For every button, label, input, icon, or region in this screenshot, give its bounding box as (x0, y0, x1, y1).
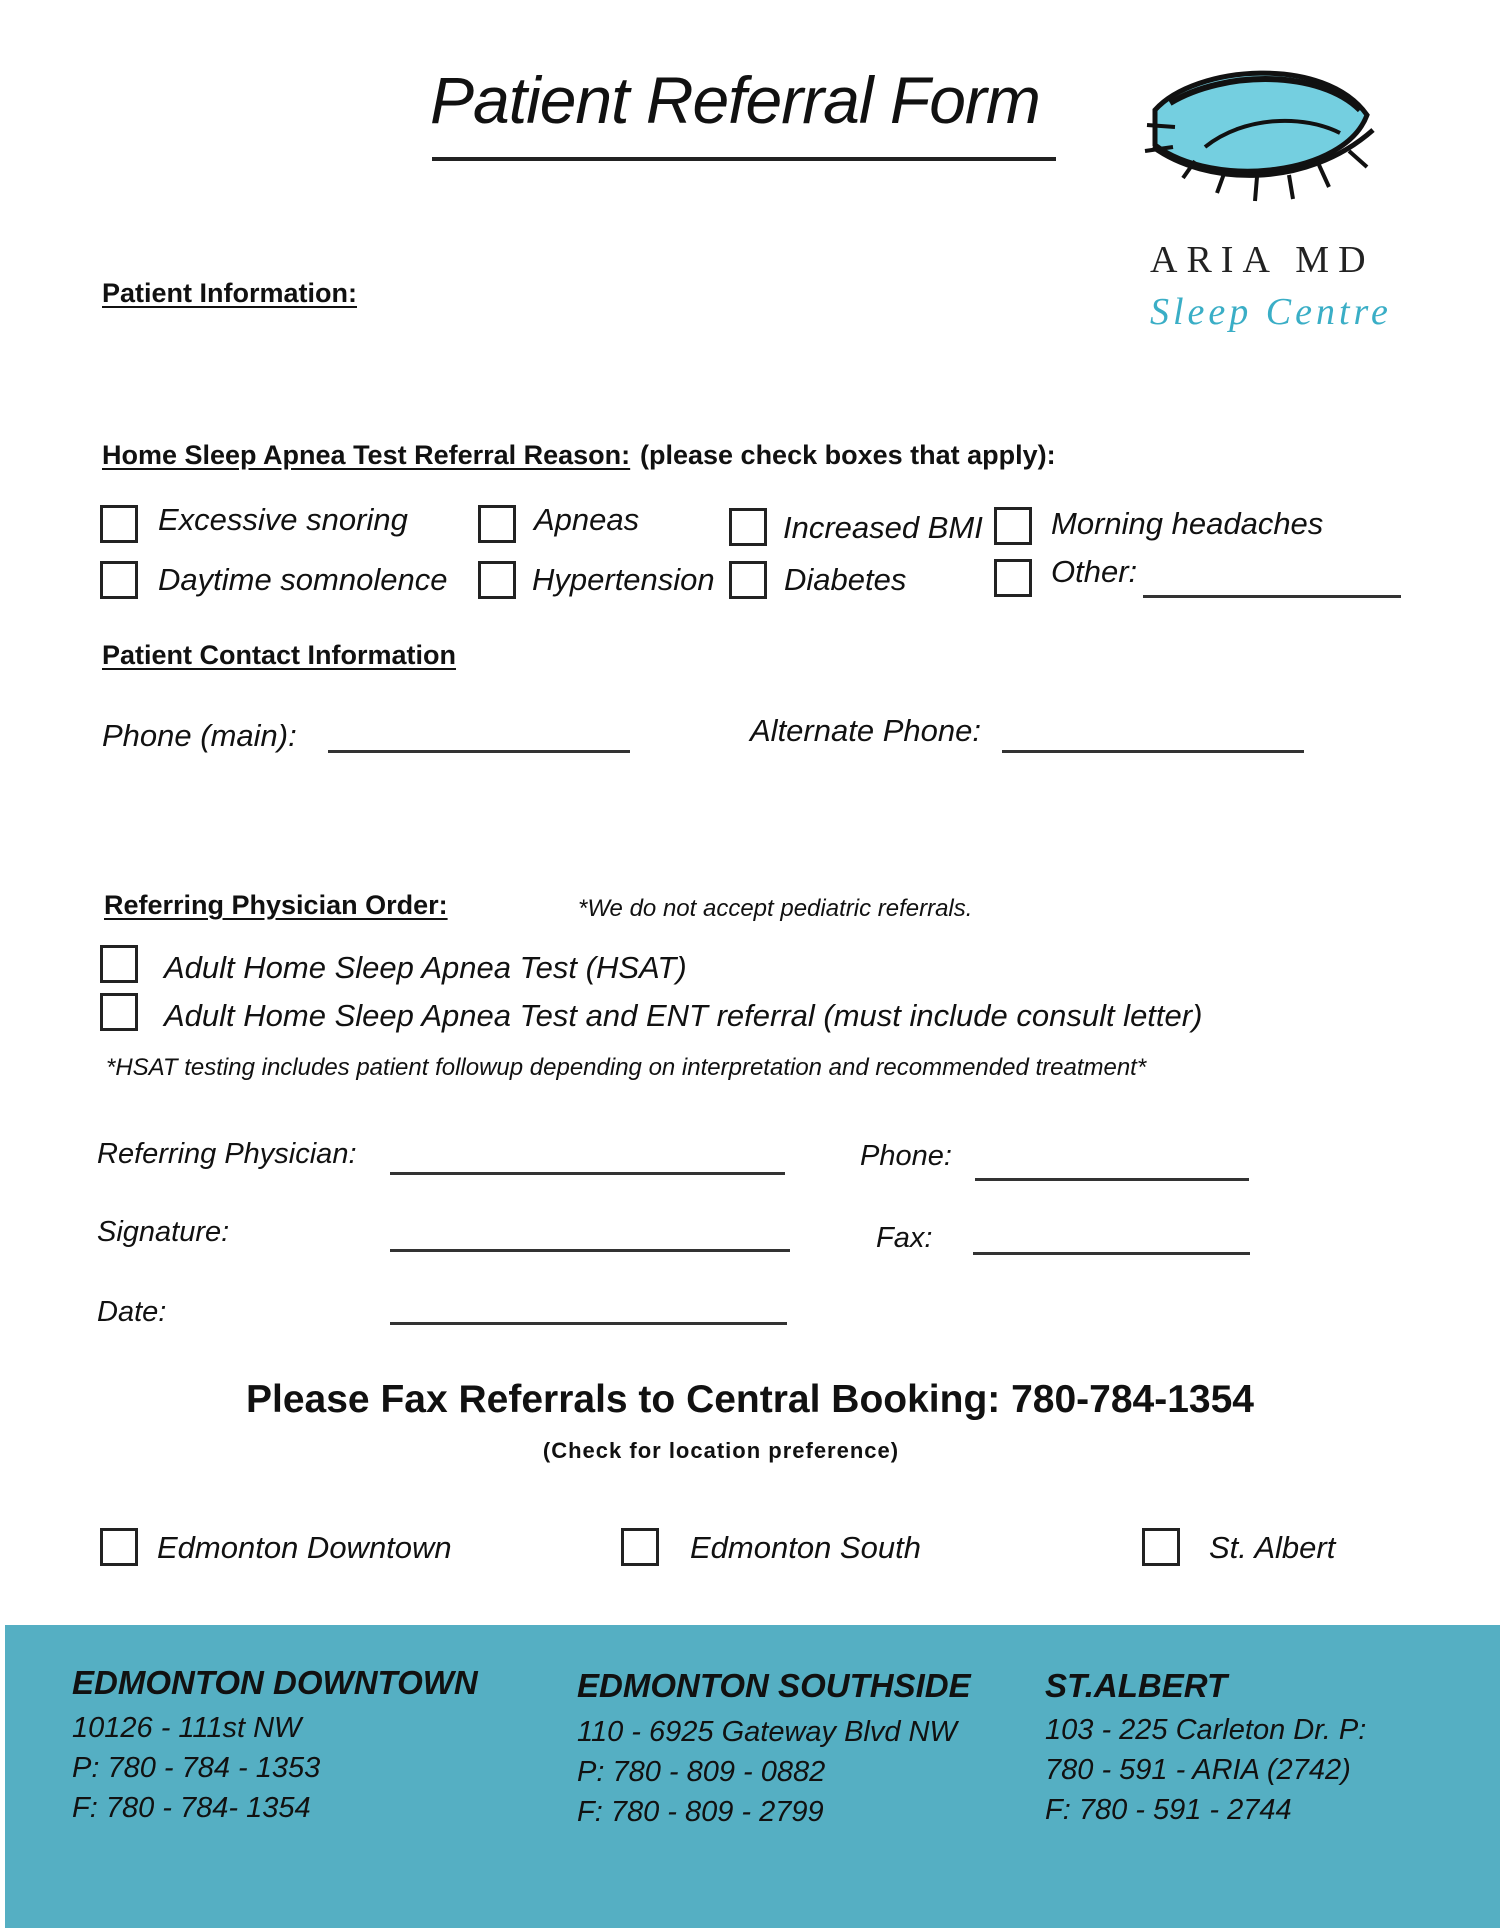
alt-phone-field[interactable] (1002, 750, 1304, 753)
brand-name: ARIA MD (1150, 239, 1375, 281)
form-title: Patient Referral Form (430, 63, 1040, 137)
eye-logo-icon (1135, 55, 1385, 205)
option-adult-hsat-ent: Adult Home Sleep Apnea Test and ENT referral (must include consult letter) (164, 998, 1203, 1033)
checkbox-excessive-snoring[interactable] (100, 505, 138, 543)
fax-field[interactable] (973, 1252, 1250, 1255)
patient-info-heading: Patient Information: (102, 278, 357, 308)
option-other: Other: (1051, 554, 1138, 589)
footer-stalbert-fax: F: 780 - 591 - 2744 (1045, 1794, 1292, 1826)
pediatric-note: *We do not accept pediatric referrals. (578, 895, 973, 922)
option-apneas: Apneas (534, 502, 640, 537)
checkbox-apneas[interactable] (478, 505, 516, 543)
option-increased-bmi: Increased BMI (783, 510, 983, 545)
contact-heading: Patient Contact Information (102, 640, 457, 670)
checkbox-st-albert[interactable] (1142, 1528, 1180, 1566)
footer-stalbert-address: 103 - 225 Carleton Dr. P: (1045, 1714, 1367, 1746)
referring-physician-field[interactable] (390, 1172, 785, 1175)
footer-southside-address: 110 - 6925 Gateway Blvd NW (577, 1716, 957, 1748)
option-diabetes: Diabetes (784, 562, 907, 597)
footer-downtown-address: 10126 - 111st NW (72, 1712, 302, 1744)
physician-phone-field[interactable] (975, 1178, 1249, 1181)
checkbox-hypertension[interactable] (478, 561, 516, 599)
footer-downtown-fax: F: 780 - 784- 1354 (72, 1792, 311, 1824)
date-label: Date: (97, 1296, 167, 1328)
signature-field[interactable] (390, 1249, 790, 1252)
fax-label: Fax: (876, 1222, 933, 1254)
signature-label: Signature: (97, 1216, 230, 1248)
checkbox-other[interactable] (994, 559, 1032, 597)
checkbox-daytime-somnolence[interactable] (100, 561, 138, 599)
phone-main-label: Phone (main): (102, 718, 297, 753)
checkbox-edmonton-south[interactable] (621, 1528, 659, 1566)
option-excessive-snoring: Excessive snoring (158, 502, 408, 537)
alt-phone-label: Alternate Phone: (750, 713, 981, 748)
other-reason-line[interactable] (1143, 595, 1401, 598)
checkbox-diabetes[interactable] (729, 561, 767, 599)
footer-southside-phone: P: 780 - 809 - 0882 (577, 1756, 826, 1788)
checkbox-adult-hsat-ent[interactable] (100, 993, 138, 1031)
location-edmonton-downtown: Edmonton Downtown (157, 1530, 452, 1565)
option-adult-hsat: Adult Home Sleep Apnea Test (HSAT) (164, 950, 687, 985)
title-underline (432, 157, 1056, 161)
checkbox-adult-hsat[interactable] (100, 945, 138, 983)
option-morning-headaches: Morning headaches (1051, 506, 1324, 541)
brand-tagline: Sleep Centre (1150, 291, 1392, 333)
location-st-albert: St. Albert (1209, 1530, 1336, 1565)
checkbox-edmonton-downtown[interactable] (100, 1528, 138, 1566)
location-edmonton-south: Edmonton South (690, 1530, 921, 1565)
location-preference-note: (Check for location preference) (542, 1438, 900, 1463)
footer-downtown-phone: P: 780 - 784 - 1353 (72, 1752, 321, 1784)
phone-main-field[interactable] (328, 750, 630, 753)
option-hypertension: Hypertension (532, 562, 715, 597)
referral-reason-heading: Home Sleep Apnea Test Referral Reason: (102, 440, 631, 470)
date-field[interactable] (390, 1322, 787, 1325)
footer-downtown-name: EDMONTON DOWNTOWN (72, 1664, 478, 1701)
hsat-note: *HSAT testing includes patient followup depending on interpretation and recommended treatment* (106, 1054, 1147, 1081)
referring-physician-label: Referring Physician: (97, 1138, 357, 1170)
checkbox-increased-bmi[interactable] (729, 508, 767, 546)
footer-stalbert-name: ST.ALBERT (1045, 1667, 1228, 1704)
physician-phone-label: Phone: (860, 1140, 952, 1172)
option-daytime-somnolence: Daytime somnolence (158, 562, 448, 597)
fax-referrals-line: Please Fax Referrals to Central Booking: 780-784-1354 (246, 1378, 1254, 1421)
order-heading: Referring Physician Order: (104, 890, 448, 920)
checkbox-morning-headaches[interactable] (994, 507, 1032, 545)
footer-southside-fax: F: 780 - 809 - 2799 (577, 1796, 824, 1828)
footer-stalbert-phone: 780 - 591 - ARIA (2742) (1045, 1754, 1351, 1786)
referral-reason-note: (please check boxes that apply): (640, 440, 1056, 470)
footer-southside-name: EDMONTON SOUTHSIDE (577, 1667, 971, 1704)
